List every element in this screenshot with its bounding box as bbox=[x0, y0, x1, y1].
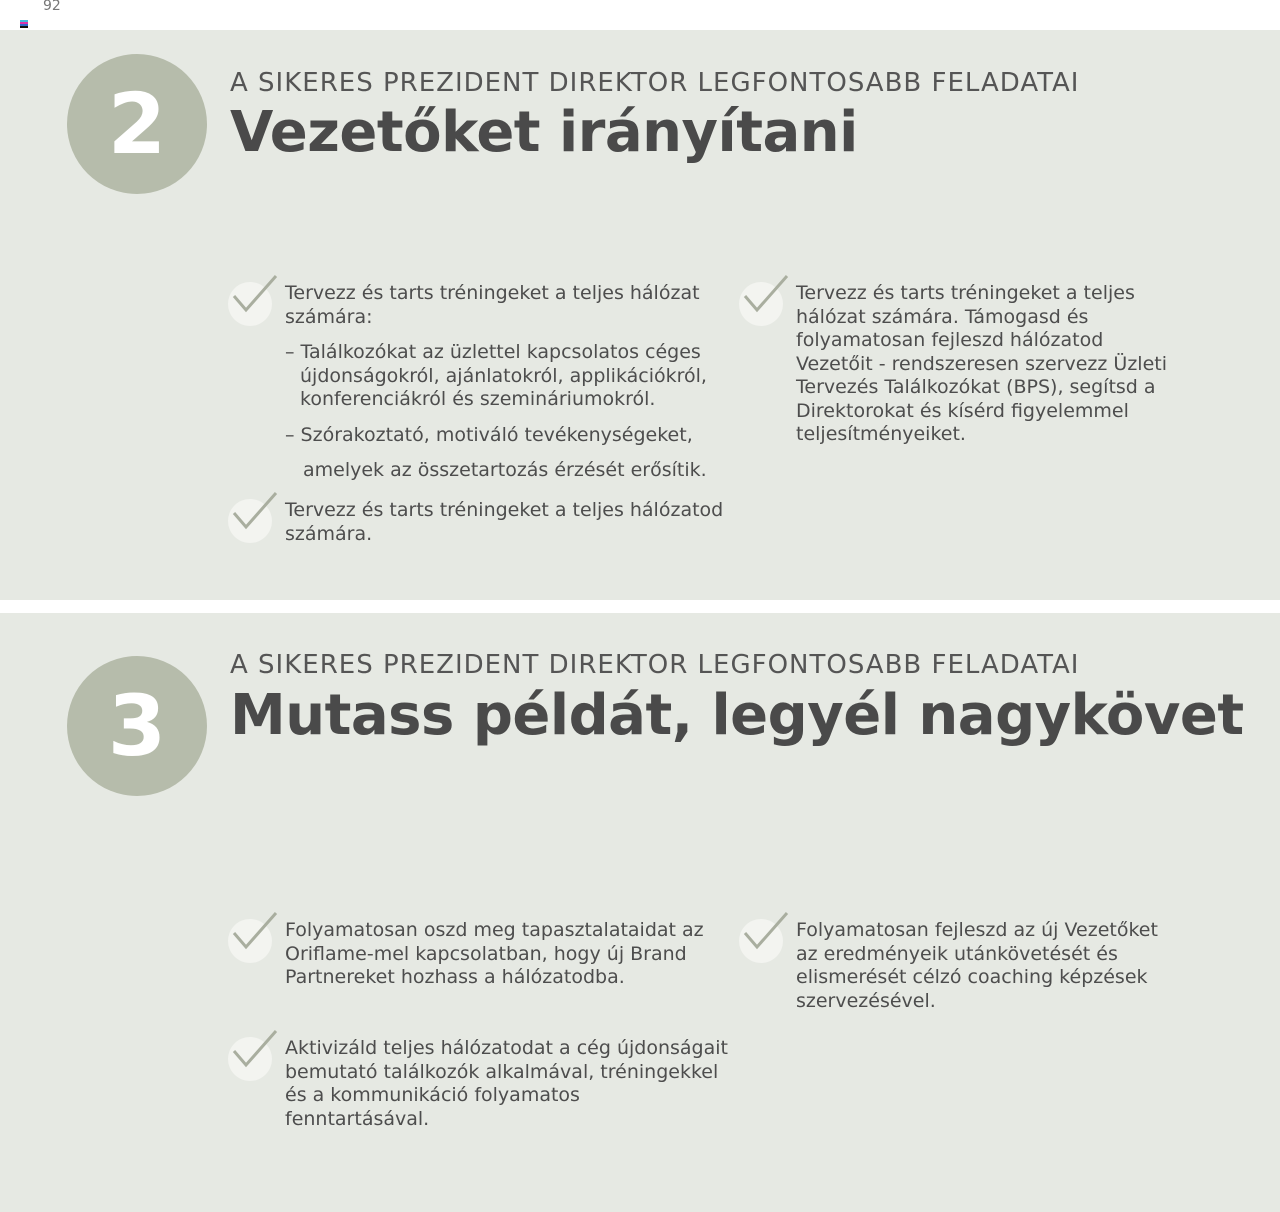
color-bar-mark bbox=[20, 20, 28, 28]
checkmark-icon bbox=[228, 282, 272, 326]
task-item bbox=[228, 919, 718, 990]
task-text: Tervezz és tarts tréningeket a teljes hálózat számára: bbox=[285, 282, 700, 328]
task-subitem: – Szórakoztató, motiváló tevékenységeket, bbox=[285, 423, 693, 446]
task-text: Tervezz és tarts tréningeket a teljes hálózatod számára. bbox=[285, 499, 724, 545]
task-text: Tervezz és tarts tréningeket a teljes hálózat számára. Támogasd és folyamatosan fejleszd hálózatod Vezetőit - rendszeresen szervezz Üzleti Tervezés Találkozókat (BPS), segítsd a Direktorokat és kísérd figyelemmel teljesítményeiket. bbox=[796, 282, 1167, 445]
task-subitem: – Találkozókat az üzlettel kapcsolatos céges újdonságokról, ajánlatokról, applikációkról, konferenciákról és szemináriumokról. bbox=[285, 341, 707, 410]
checkmark-icon bbox=[228, 499, 272, 543]
section-2 bbox=[0, 30, 1280, 600]
task-subitem: amelyek az összetartozás érzését erősítik. bbox=[303, 459, 707, 481]
section-title: Vezetőket irányítani bbox=[230, 100, 858, 165]
section-number-badge: 2 bbox=[67, 54, 207, 194]
checkmark-icon bbox=[739, 282, 783, 326]
task-item bbox=[228, 499, 728, 546]
checkmark-icon bbox=[228, 1037, 272, 1081]
section-title: Mutass példát, legyél nagykövet bbox=[230, 683, 1244, 748]
checkmark-icon bbox=[228, 919, 272, 963]
task-item bbox=[228, 1037, 728, 1131]
task-item bbox=[739, 282, 1169, 447]
section-kicker: A SIKERES PREZIDENT DIREKTOR LEGFONTOSABB FELADATAI bbox=[230, 68, 1080, 98]
checkmark-icon bbox=[739, 919, 783, 963]
page-number: 92 bbox=[43, 0, 61, 14]
task-item bbox=[228, 282, 728, 483]
task-text: Aktivizáld teljes hálózatodat a cég újdonságait bemutató találkozók alkalmával, tréningekkel és a kommunikáció folyamatos fenntartásával. bbox=[285, 1037, 728, 1130]
task-text: Folyamatosan fejleszd az új Vezetőket az eredményeik utánkövetését és elismerését célzó coaching képzések szervezésével. bbox=[796, 919, 1158, 1012]
section-3 bbox=[0, 613, 1280, 1212]
task-text: Folyamatosan oszd meg tapasztalataidat az Oriflame-mel kapcsolatban, hogy új Brand Partnereket hozhass a hálózatodba. bbox=[285, 919, 704, 988]
task-item bbox=[739, 919, 1169, 1013]
section-kicker: A SIKERES PREZIDENT DIREKTOR LEGFONTOSABB FELADATAI bbox=[230, 650, 1080, 680]
section-number-badge: 3 bbox=[67, 656, 207, 796]
